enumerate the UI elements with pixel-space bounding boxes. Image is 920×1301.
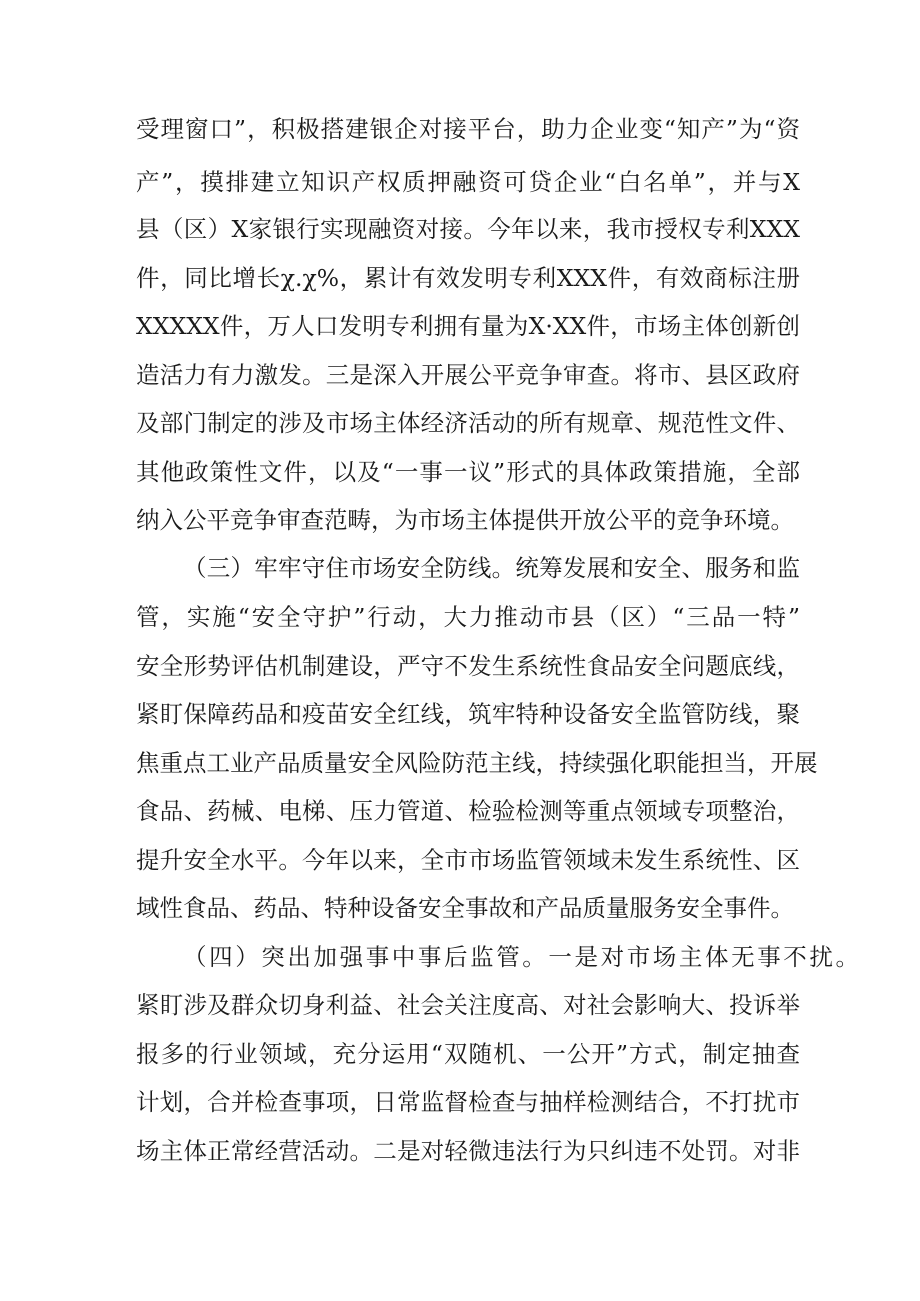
text-line-10: （三）牢牢守住市场安全防线。统筹发展和安全、服务和监 — [183, 554, 800, 582]
text-line-2: 产”，摸排建立知识产权质押融资可贷企业“白名单”，并与X — [136, 168, 800, 196]
text-line-9: 纳入公平竞争审查范畴，为市场主体提供开放公平的竞争环境。 — [136, 506, 794, 534]
text-line-11: 管，实施“安全守护”行动，大力推动市县（区）“三品一特” — [136, 603, 800, 631]
text-line-17: 域性食品、药品、特种设备安全事故和产品质量服务安全事件。 — [136, 894, 794, 922]
text-line-16: 提升安全水平。今年以来，全市市场监管领域未发生系统性、区 — [136, 846, 800, 874]
text-line-1: 受理窗口”，积极搭建银企对接平台，助力企业变“知产”为“资 — [136, 115, 800, 143]
text-line-7: 及部门制定的涉及市场主体经济活动的所有规章、规范性文件、 — [136, 409, 800, 437]
text-line-21: 计划，合并检查事项，日常监督检查与抽样检测结合，不打扰市 — [136, 1088, 800, 1116]
text-line-18: （四）突出加强事中事后监管。一是对市场主体无事不扰。 — [183, 943, 859, 971]
text-line-20: 报多的行业领域，充分运用“双随机、一公开”方式，制定抽查 — [136, 1040, 800, 1068]
text-line-5: XXXXX件，万人口发明专利拥有量为X·XX件，市场主体创新创 — [136, 312, 800, 340]
text-line-13: 紧盯保障药品和疫苗安全红线，筑牢特种设备安全监管防线，聚 — [136, 700, 800, 728]
text-line-4: 件，同比增长χ.χ%，累计有效发明专利XXX件，有效商标注册 — [136, 264, 800, 292]
text-line-8: 其他政策性文件，以及“一事一议”形式的具体政策措施，全部 — [136, 458, 800, 486]
text-line-14: 焦重点工业产品质量安全风险防范主线，持续强化职能担当，开展 — [136, 749, 818, 777]
text-line-3: 县（区）X家银行实现融资对接。今年以来，我市授权专利XXX — [136, 215, 800, 243]
text-line-12: 安全形势评估机制建设，严守不发生系统性食品安全问题底线， — [136, 652, 800, 680]
text-line-22: 场主体正常经营活动。二是对轻微违法行为只纠违不处罚。对非 — [136, 1137, 800, 1165]
text-line-15: 食品、药械、电梯、压力管道、检验检测等重点领域专项整治， — [136, 797, 800, 825]
text-line-19: 紧盯涉及群众切身利益、社会关注度高、对社会影响大、投诉举 — [136, 991, 800, 1019]
text-line-6: 造活力有力激发。三是深入开展公平竞争审查。将市、县区政府 — [136, 361, 800, 389]
